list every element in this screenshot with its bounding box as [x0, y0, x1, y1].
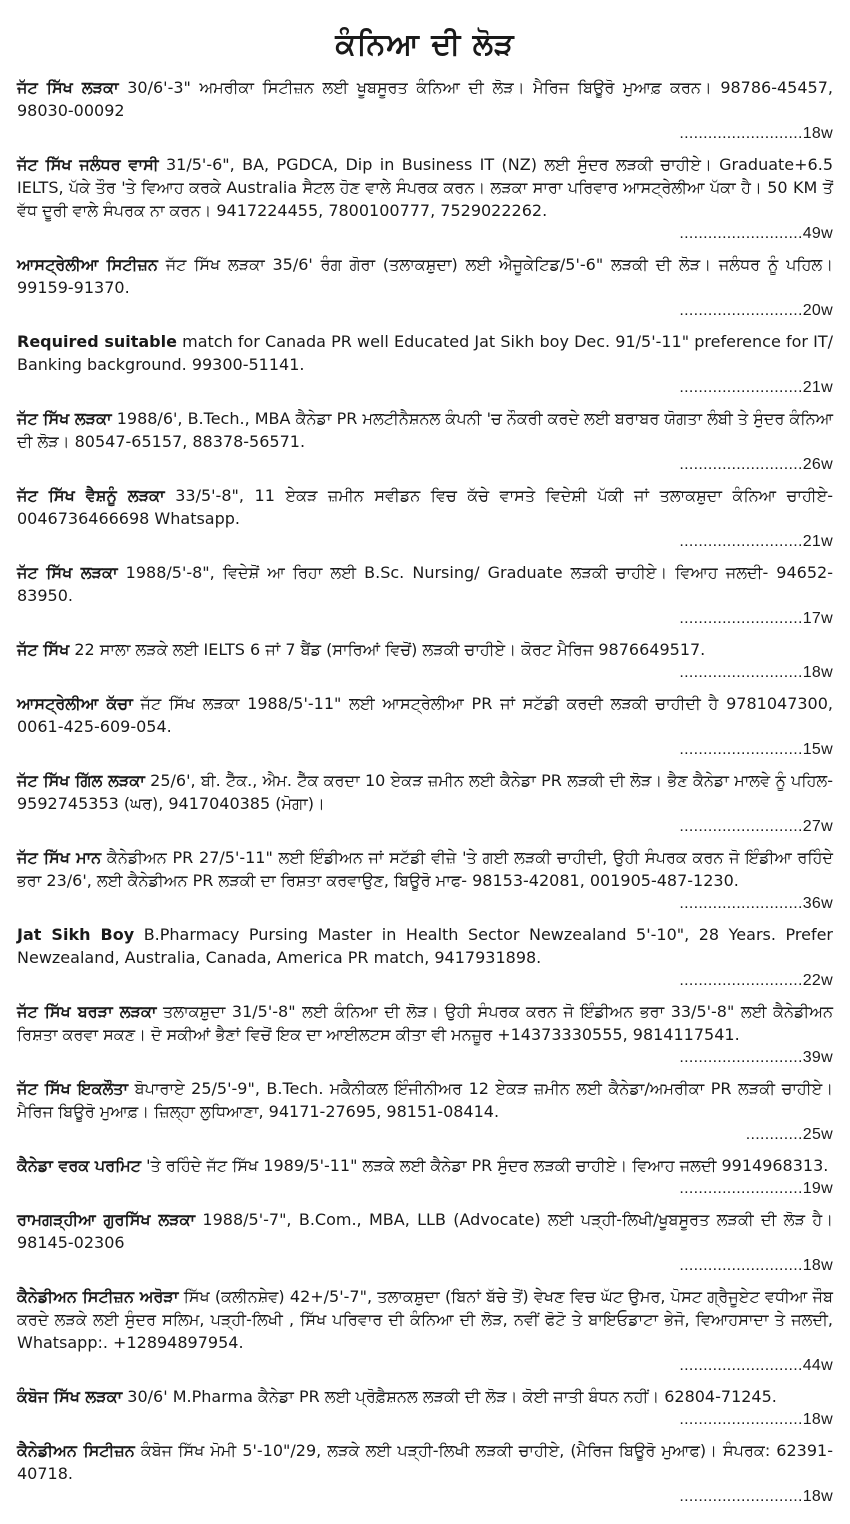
ad-text: B.Pharmacy Pursing Master in Health Sector Newzealand 5'-10", 28 Years. Prefer Newzealand, Australia, Canada, America PR match, 9417931898.	[17, 925, 833, 967]
ad-text: 31/5'-6", BA, PGDCA, Dip in Business IT (NZ) ਲਈ ਸੁੰਦਰ ਲੜਕੀ ਚਾਹੀਏ। Graduate+6.5 IELTS, ਪੱਕੇ ਤੌਰ 'ਤੇ ਵਿਆਹ ਕਰਕੇ Australia ਸੈਟਲ ਹੋਣ ਵਾਲੇ ਸੰਪਰਕ ਕਰਨ। ਲੜਕਾ ਸਾਰਾ ਪਰਿਵਾਰ ਆਸਟ੍ਰੇਲੀਆ ਪੱਕਾ ਹੈ। 50 KM ਤੋਂ ਵੱਧ ਦੂਰੀ ਵਾਲੇ ਸੰਪਰਕ ਨਾ ਕਰਨ। 9417224455, 7800100777, 7529022262.	[17, 155, 834, 220]
classified-ad	[17, 1285, 833, 1377]
ad-reference-code: ..........................21w	[679, 533, 833, 550]
ad-text: 'ਤੇ ਰਹਿੰਦੇ ਜੱਟ ਸਿੱਖ 1989/5'-11" ਲੜਕੇ ਲਈ ਕੈਨੇਡਾ PR ਸੁੰਦਰ ਲੜਕੀ ਚਾਹੀਏ। ਵਿਆਹ ਜਲਦੀ 9914968313.	[146, 1156, 829, 1175]
classified-ad	[17, 846, 833, 915]
ad-lead: ਜੱਟ ਸਿੱਖ ਗਿੱਲ ਲੜਕਾ	[17, 771, 145, 790]
ad-reference-code: ..........................22w	[679, 972, 833, 989]
ad-lead: ਕੈਨੇਡੀਅਨ ਸਿਟੀਜ਼ਨ ਅਰੋੜਾ	[17, 1287, 179, 1306]
ads-list	[17, 76, 833, 1508]
ad-lead: Jat Sikh Boy	[17, 925, 135, 944]
ad-reference	[17, 607, 833, 630]
classified-ad	[17, 253, 833, 322]
ad-reference	[17, 1408, 833, 1431]
ad-reference	[17, 376, 833, 399]
ad-reference	[17, 1254, 833, 1277]
ad-reference	[17, 738, 833, 761]
ad-lead: ਆਸਟ੍ਰੇਲੀਆ ਸਿਟੀਜ਼ਨ	[17, 255, 158, 274]
ad-reference-code: ..........................18w	[679, 664, 833, 681]
classified-ad	[17, 1208, 833, 1277]
classified-ad	[17, 484, 833, 553]
classified-ad	[17, 561, 833, 630]
ad-reference-code: ..........................44w	[679, 1357, 833, 1374]
ad-lead: ਜੱਟ ਸਿੱਖ ਲੜਕਾ	[17, 78, 119, 97]
ad-lead: ਜੱਟ ਸਿੱਖ ਜਲੰਧਰ ਵਾਸੀ	[17, 155, 159, 174]
ad-text: ਜੱਟ ਸਿੱਖ ਲੜਕਾ 35/6' ਰੰਗ ਗੋਰਾ (ਤਲਾਕਸ਼ੁਦਾ) ਲਈ ਐਜੂਕੇਟਿਡ/5'-6" ਲੜਕੀ ਦੀ ਲੋੜ। ਜਲੰਧਰ ਨੂੰ ਪਹਿਲ। 99159-91370.	[17, 255, 833, 297]
ad-reference	[17, 1485, 833, 1508]
ad-reference	[17, 1123, 833, 1146]
ad-text: match for Canada PR well Educated Jat Sikh boy Dec. 91/5'-11" preference for IT/ Banking background. 99300-51141.	[17, 332, 833, 374]
ad-lead: ਜੱਟ ਸਿੱਖ ਮਾਨ	[17, 848, 102, 867]
ad-reference-code: ............25w	[745, 1126, 833, 1143]
ad-text: 22 ਸਾਲਾ ਲੜਕੇ ਲਈ IELTS 6 ਜਾਂ 7 ਬੈਂਡ (ਸਾਰਿਆਂ ਵਿਚੋਂ) ਲੜਕੀ ਚਾਹੀਏ। ਕੋਰਟ ਮੈਰਿਜ 9876649517.	[74, 640, 706, 659]
classified-ad	[17, 153, 833, 245]
ad-reference	[17, 661, 833, 684]
ad-reference-code: ..........................27w	[679, 818, 833, 835]
ad-reference	[17, 969, 833, 992]
classified-ad	[17, 769, 833, 838]
ad-reference	[17, 1046, 833, 1069]
ad-reference-code: ..........................21w	[679, 379, 833, 396]
classified-ad	[17, 76, 833, 145]
ad-lead: ਜੱਟ ਸਿੱਖ ਲੜਕਾ	[17, 409, 112, 428]
ad-text: 1988/6', B.Tech., MBA ਕੈਨੇਡਾ PR ਮਲਟੀਨੈਸ਼ਨਲ ਕੰਪਨੀ 'ਚ ਨੌਕਰੀ ਕਰਦੇ ਲਈ ਬਰਾਬਰ ਯੋਗਤਾ ਲੰਬੀ ਤੇ ਸੁੰਦਰ ਕੰਨਿਆ ਦੀ ਲੋੜ। 80547-65157, 88378-56571.	[17, 409, 833, 451]
ad-text: 30/6'-3" ਅਮਰੀਕਾ ਸਿਟੀਜ਼ਨ ਲਈ ਖੂਬਸੂਰਤ ਕੰਨਿਆ ਦੀ ਲੋੜ। ਮੈਰਿਜ ਬਿਊਰੋ ਮੁਆਫ਼ ਕਰਨ। 98786-45457, 98030-00092	[17, 78, 833, 120]
ad-text: 25/6', ਬੀ. ਟੈੱਕ., ਐਮ. ਟੈੱਕ ਕਰਦਾ 10 ਏਕੜ ਜ਼ਮੀਨ ਲਈ ਕੈਨੇਡਾ PR ਲੜਕੀ ਦੀ ਲੋੜ। ਭੈਣ ਕੈਨੇਡਾ ਮਾਲਵੇ ਨੂੰ ਪਹਿਲ- 9592745353 (ਘਰ), 9417040385 (ਮੋਗਾ)।	[17, 771, 833, 813]
ad-reference-code: ..........................18w	[679, 1257, 833, 1274]
ad-text: ਸਿੱਖ (ਕਲੀਨਸ਼ੇਵ) 42+/5'-7", ਤਲਾਕਸ਼ੁਦਾ (ਬਿਨਾਂ ਬੱਚੇ ਤੋਂ) ਵੇਖਣ ਵਿਚ ਘੱਟ ਉਮਰ, ਪੋਸਟ ਗ੍ਰੈਜੂਏਟ ਵਧੀਆ ਜੌਬ ਕਰਦੇ ਲੜਕੇ ਲਈ ਸੁੰਦਰ ਸਲਿਮ, ਪੜ੍ਹੀ-ਲਿਖੀ , ਸਿੱਖ ਪਰਿਵਾਰ ਦੀ ਕੰਨਿਆ ਦੀ ਲੋੜ, ਨਵੀਂ ਫੋਟੋ ਤੇ ਬਾਇਓਡਾਟਾ ਭੇਜੋ, ਵਿਆਹਸਾਦਾ ਤੇ ਜਲਦੀ, Whatsapp:. +12894897954.	[17, 1287, 833, 1352]
ad-reference-code: ..........................26w	[679, 456, 833, 473]
ad-lead: ਕੈਨੇਡੀਅਨ ਸਿਟੀਜ਼ਨ	[17, 1441, 135, 1460]
classified-ad	[17, 1000, 833, 1069]
classified-ad	[17, 638, 833, 684]
classified-ad	[17, 1077, 833, 1146]
ad-text: ਕੰਬੋਜ ਸਿੱਖ ਮੋਮੀ 5'-10"/29, ਲੜਕੇ ਲਈ ਪੜ੍ਹੀ-ਲਿਖੀ ਲੜਕੀ ਚਾਹੀਏ, (ਮੈਰਿਜ ਬਿਊਰੋ ਮੁਆਫ)। ਸੰਪਰਕ: 62391-40718.	[17, 1441, 833, 1483]
ad-text: 30/6' M.Pharma ਕੈਨੇਡਾ PR ਲਈ ਪ੍ਰੋਫ਼ੈਸ਼ਨਲ ਲੜਕੀ ਦੀ ਲੋੜ। ਕੋਈ ਜਾਤੀ ਬੰਧਨ ਨਹੀਂ। 62804-71245.	[127, 1387, 777, 1406]
classifieds-page	[0, 26, 850, 1524]
ad-text: ਜੱਟ ਸਿੱਖ ਲੜਕਾ 1988/5'-11" ਲਈ ਆਸਟ੍ਰੇਲੀਆ PR ਜਾਂ ਸਟੱਡੀ ਕਰਦੀ ਲੜਕੀ ਚਾਹੀਦੀ ਹੈ 9781047300, 0061-425-609-054.	[17, 694, 833, 736]
ad-lead: ਜੱਟ ਸਿੱਖ	[17, 640, 70, 659]
ad-lead: Required suitable	[17, 332, 177, 351]
ad-reference-code: ..........................18w	[679, 1411, 833, 1428]
classified-ad	[17, 407, 833, 476]
ad-text: ਕੈਨੇਡੀਅਨ PR 27/5'-11" ਲਈ ਇੰਡੀਅਨ ਜਾਂ ਸਟੱਡੀ ਵੀਜ਼ੇ 'ਤੇ ਗਈ ਲੜਕੀ ਚਾਹੀਦੀ, ਉਹੀ ਸੰਪਰਕ ਕਰਨ ਜੋ ਇੰਡੀਆ ਰਹਿੰਦੇ ਭਰਾ 23/6', ਲਈ ਕੈਨੇਡੀਅਨ PR ਲੜਕੀ ਦਾ ਰਿਸ਼ਤਾ ਕਰਵਾਉਣ, ਬਿਊਰੋ ਮਾਫ- 98153-42081, 001905-487-1230.	[17, 848, 834, 890]
classified-ad	[17, 330, 833, 399]
ad-reference-code: ..........................36w	[679, 895, 833, 912]
ad-reference	[17, 299, 833, 322]
ad-lead: ਕੰਬੋਜ ਸਿੱਖ ਲੜਕਾ	[17, 1387, 123, 1406]
classified-ad	[17, 923, 833, 992]
ad-reference	[17, 222, 833, 245]
ad-reference	[17, 530, 833, 553]
ad-lead: ਜੱਟ ਸਿੱਖ ਇਕਲੌਤਾ	[17, 1079, 129, 1098]
ad-reference	[17, 453, 833, 476]
ad-reference	[17, 122, 833, 145]
ad-reference	[17, 815, 833, 838]
ad-text: 1988/5'-7", B.Com., MBA, LLB (Advocate) ਲਈ ਪੜ੍ਹੀ-ਲਿਖੀ/ਖੂਬਸੂਰਤ ਲੜਕੀ ਦੀ ਲੋੜ ਹੈ। 98145-02306	[17, 1210, 833, 1252]
ad-lead: ਰਾਮਗੜ੍ਹੀਆ ਗੁਰਸਿੱਖ ਲੜਕਾ	[17, 1210, 196, 1229]
ad-reference-code: ..........................20w	[679, 302, 833, 319]
ad-lead: ਕੈਨੇਡਾ ਵਰਕ ਪਰਮਿਟ	[17, 1156, 142, 1175]
ad-reference-code: ..........................15w	[679, 741, 833, 758]
classified-ad	[17, 1385, 833, 1431]
ad-reference	[17, 1177, 833, 1200]
ad-reference-code: ..........................19w	[679, 1180, 833, 1197]
ad-lead: ਜੱਟ ਸਿੱਖ ਬਰੜਾ ਲੜਕਾ	[17, 1002, 157, 1021]
ad-reference	[17, 1354, 833, 1377]
ad-lead: ਜੱਟ ਸਿੱਖ ਵੈਸ਼ਨੂੰ ਲੜਕਾ	[17, 486, 165, 505]
ad-reference-code: ..........................49w	[679, 225, 833, 242]
classified-ad	[17, 1154, 833, 1200]
ad-reference-code: ..........................18w	[679, 1488, 833, 1505]
ad-text: 33/5'-8", 11 ਏਕੜ ਜ਼ਮੀਨ ਸਵੀਡਨ ਵਿਚ ਕੱਚੇ ਵਾਸਤੇ ਵਿਦੇਸ਼ੀ ਪੱਕੀ ਜਾਂ ਤਲਾਕਸ਼ੁਦਾ ਕੰਨਿਆ ਚਾਹੀਏ- 0046736466698 Whatsapp.	[17, 486, 833, 528]
classified-ad	[17, 692, 833, 761]
ad-reference-code: ..........................18w	[679, 125, 833, 142]
ad-text: 1988/5'-8", ਵਿਦੇਸ਼ੋਂ ਆ ਰਿਹਾ ਲਈ B.Sc. Nursing/ Graduate ਲੜਕੀ ਚਾਹੀਏ। ਵਿਆਹ ਜਲਦੀ- 94652-83950.	[17, 563, 833, 605]
ad-text: ਬੋਪਾਰਾਏ 25/5'-9", B.Tech. ਮਕੈਨੀਕਲ ਇੰਜੀਨੀਅਰ 12 ਏਕੜ ਜ਼ਮੀਨ ਲਈ ਕੈਨੇਡਾ/ਅਮਰੀਕਾ PR ਲੜਕੀ ਚਾਹੀਏ। ਮੈਰਿਜ ਬਿਊਰੋ ਮੁਆਫ਼। ਜ਼ਿਲ੍ਹਾ ਲੁਧਿਆਣਾ, 94171-27695, 98151-08414.	[17, 1079, 833, 1121]
ad-reference-code: ..........................39w	[679, 1049, 833, 1066]
ad-lead: ਆਸਟ੍ਰੇਲੀਆ ਕੱਚਾ	[17, 694, 133, 713]
ad-lead: ਜੱਟ ਸਿੱਖ ਲੜਕਾ	[17, 563, 118, 582]
page-title: ਕੰਨਿਆ ਦੀ ਲੋੜ	[335, 27, 515, 62]
ad-reference	[17, 892, 833, 915]
ad-reference-code: ..........................17w	[679, 610, 833, 627]
ad-text: ਤਲਾਕਸ਼ੁਦਾ 31/5'-8" ਲਈ ਕੰਨਿਆ ਦੀ ਲੋੜ। ਉਹੀ ਸੰਪਰਕ ਕਰਨ ਜੋ ਇੰਡੀਅਨ ਭਰਾ 33/5'-8" ਲਈ ਕੈਨੇਡੀਅਨ ਰਿਸ਼ਤਾ ਕਰਵਾ ਸਕਣ। ਦੋ ਸਕੀਆਂ ਭੈਣਾਂ ਵਿਚੋਂ ਇਕ ਦਾ ਆਈਲਟਸ ਕੀਤਾ ਵੀ ਮਨਜ਼ੂਰ +14373330555, 9814117541.	[17, 1002, 833, 1044]
